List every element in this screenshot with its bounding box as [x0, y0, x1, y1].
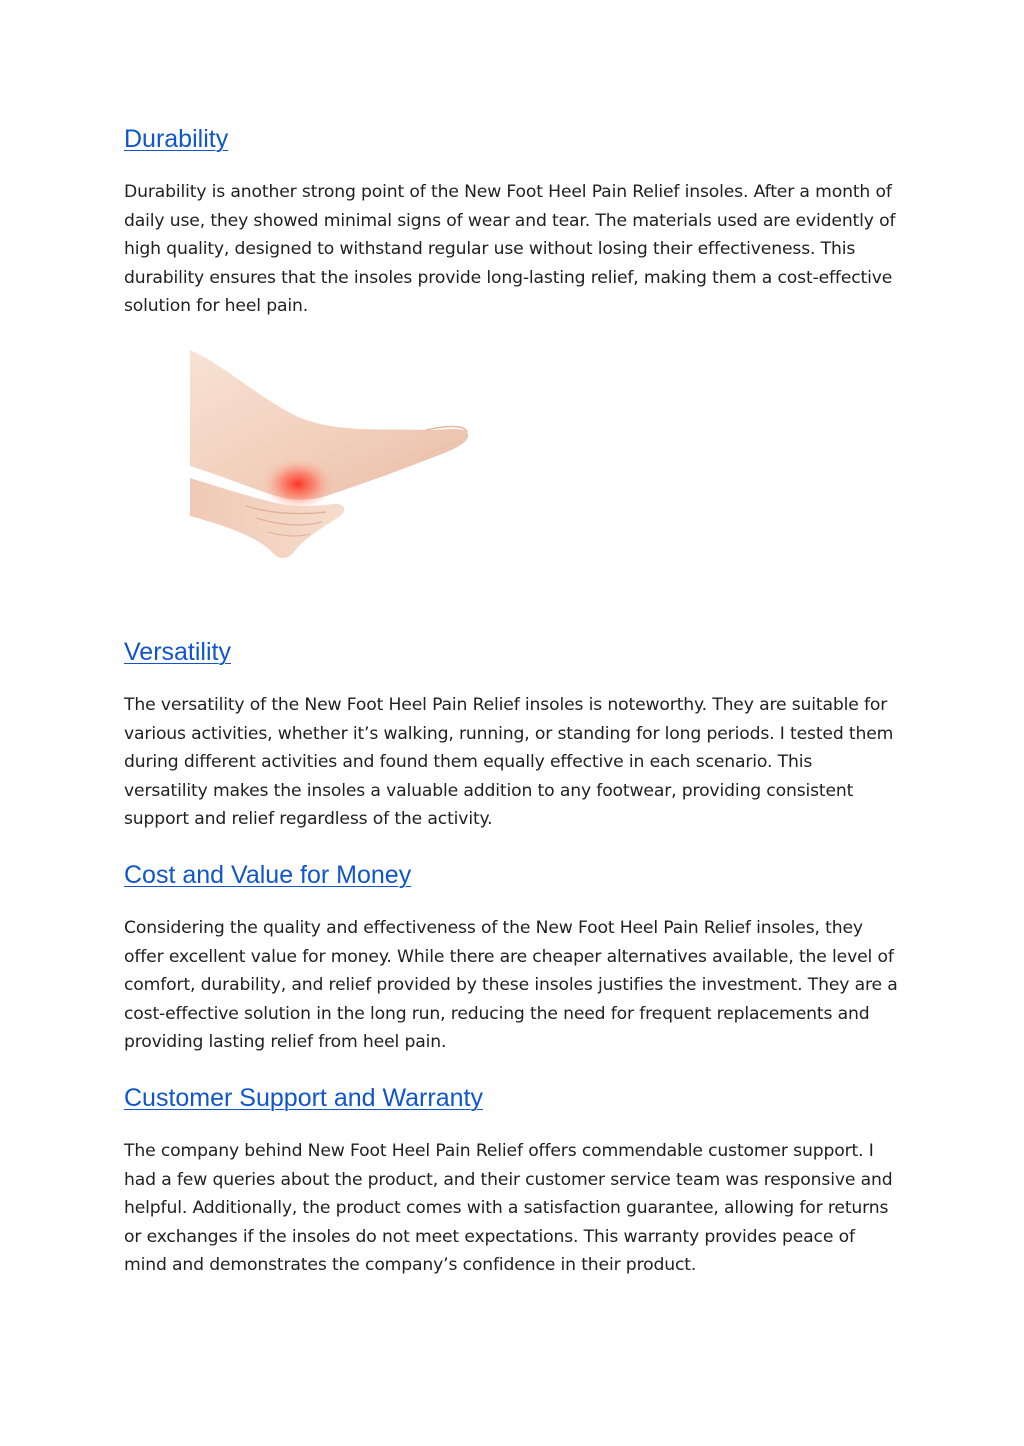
- versatility-heading-link[interactable]: Versatility: [124, 638, 231, 666]
- heel-pain-foot-image: [186, 346, 476, 562]
- cost-value-paragraph: Considering the quality and effectiveness of the New Foot Heel Pain Relief insoles, they offer excellent value for money. While there are cheaper alternatives available, the level of comfort, durability, and relief provided by these insoles justifies the investment. They are a cost-effective solution in the long run, reducing the need for frequent replacements and providing lasting relief from heel pain.: [124, 918, 898, 1052]
- durability-heading-link[interactable]: Durability: [124, 125, 229, 153]
- durability-paragraph: Durability is another strong point of the New Foot Heel Pain Relief insoles. After a month of daily use, they showed minimal signs of wear and tear. The materials used are evidently of high quality, designed to withstand regular use without losing their effectiveness. This durability ensures that the insoles provide long-lasting relief, making them a cost-effective solution for heel pain.: [124, 182, 896, 316]
- support-warranty-paragraph: The company behind New Foot Heel Pain Relief offers commendable customer support. I had a few queries about the product, and their customer service team was responsive and helpful. Additionally, the product comes with a satisfaction guarantee, allowing for returns or exchanges if the insoles do not meet expectations. This warranty provides peace of mind and demonstrates the company’s confidence in their product.: [124, 1141, 893, 1275]
- cost-value-heading-link[interactable]: Cost and Value for Money: [124, 861, 412, 889]
- versatility-paragraph: The versatility of the New Foot Heel Pain Relief insoles is noteworthy. They are suitable for various activities, whether it’s walking, running, or standing for long periods. I tested them during different activities and found them equally effective in each scenario. This versatility makes the insoles a valuable addition to any footwear, providing consistent support and relief regardless of the activity.: [124, 695, 894, 829]
- support-warranty-heading-link[interactable]: Customer Support and Warranty: [124, 1084, 483, 1112]
